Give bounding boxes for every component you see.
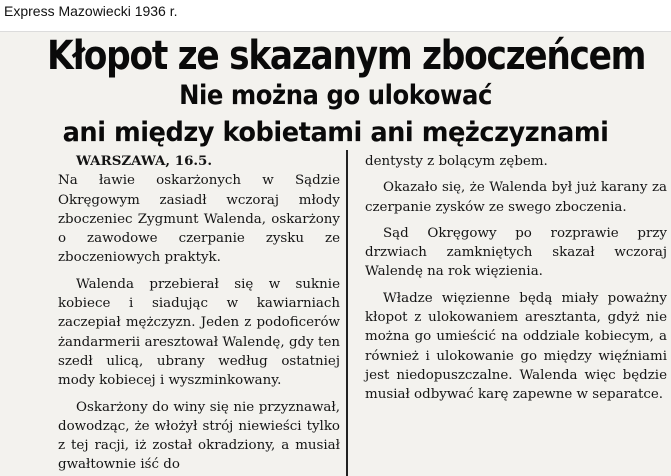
- headline: Kłopot ze skazanym zboczeńcem: [46, 33, 646, 79]
- subheadline-1: Nie można go ulokować: [179, 80, 492, 111]
- paragraph-2: Walenda przebierał się w suknie kobiece i siadując w kawiarniach zaczepiał mężczyzn. Jeden z podoficerów żandarmerii aresztował Walendę, gdy ten szedł ulicą, ubrany według ostatniej mody kobiecej i wyszminkowany.: [58, 276, 340, 389]
- paragraph-4: dentysty z bolącym zębem.: [365, 154, 548, 169]
- column-divider: [346, 150, 348, 476]
- paragraph-5: Okazało się, że Walenda był już karany za czerpanie zysków ze swego zboczenia.: [365, 180, 667, 215]
- paragraph-1: [58, 152, 340, 268]
- paragraph-1-text: Na ławie oskarżonych w Sądzie Okręgowym zasiadł wczoraj młody zboczeniec Zygmunt Walenda, oskarżony o zawodowe czerpanie zysku ze zboczeniowych praktyk.: [58, 173, 340, 266]
- paragraph-7: Władze więzienne będą miały poważny kłopot z ulokowaniem aresztanta, gdyż nie można go umieścić na oddziale kobiecym, a również i ulokowanie go między więźniami jest niedopuszczalne. Walenda więc będzie musiał odbywać karę zapewne w separatce.: [365, 290, 667, 403]
- image-caption: Express Mazowiecki 1936 r.: [0, 0, 671, 22]
- paragraph-3: Oskarżony do winy się nie przyznawał, dowodząc, że włożył strój niewieści tylko z tej racji, iż został okradziony, a musiał gwałtownie iść do: [58, 399, 340, 473]
- article-column-left: [58, 152, 340, 476]
- subheadline-2: ani między kobietami ani mężczyznami: [62, 117, 609, 148]
- article-column-right: [365, 152, 667, 412]
- paragraph-6: Sąd Okręgowy po rozprawie przy drzwiach zamkniętych skazał wczoraj Walendę na rok więzienia.: [365, 225, 667, 280]
- newspaper-clipping: [0, 31, 671, 476]
- dateline: WARSZAWA, 16.5.: [76, 153, 213, 169]
